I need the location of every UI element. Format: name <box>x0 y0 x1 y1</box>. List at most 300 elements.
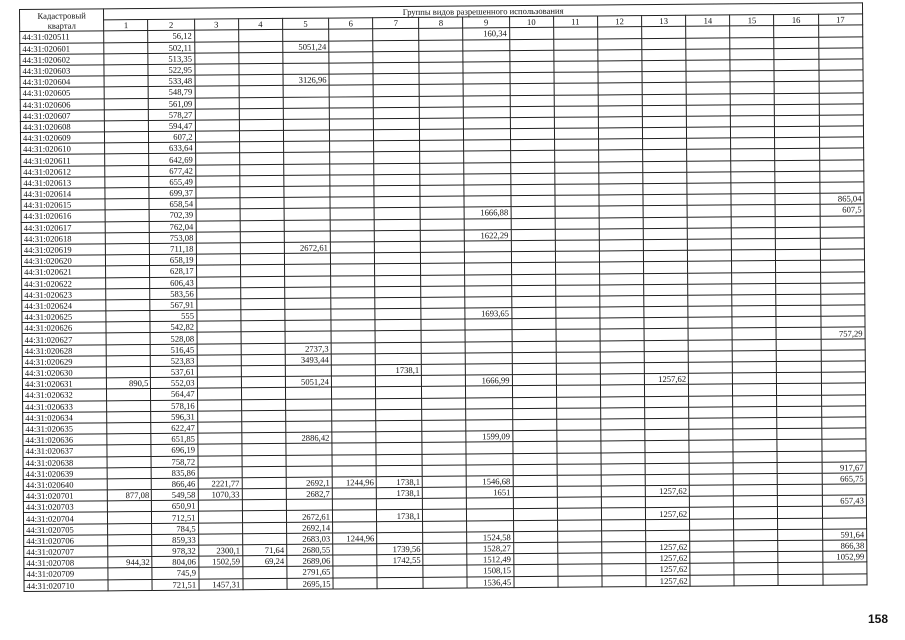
cadastral-quarter-cell: 44:31:020605 <box>20 87 104 99</box>
value-cell-group-6 <box>332 398 376 410</box>
value-cell-group-7: 1738,1 <box>376 476 422 488</box>
value-cell-group-6 <box>333 577 377 589</box>
value-cell-group-16 <box>778 473 822 485</box>
value-cell-group-6 <box>329 85 373 97</box>
value-cell-group-10 <box>511 195 555 207</box>
value-cell-group-17 <box>820 249 864 261</box>
value-cell-group-8 <box>422 398 466 410</box>
value-cell-group-2: 702,39 <box>150 209 196 221</box>
value-cell-group-8 <box>422 442 466 454</box>
value-cell-group-12 <box>602 542 646 554</box>
value-cell-group-8 <box>421 263 465 275</box>
value-cell-group-7 <box>374 230 420 242</box>
value-cell-group-10 <box>509 50 553 62</box>
value-cell-group-16 <box>778 495 822 507</box>
value-cell-group-7 <box>375 264 421 276</box>
value-cell-group-8 <box>421 275 465 287</box>
value-cell-group-4 <box>240 198 284 210</box>
value-cell-group-7 <box>376 465 422 477</box>
value-cell-group-17 <box>821 372 865 384</box>
value-cell-group-4 <box>242 500 286 512</box>
value-cell-group-13 <box>644 262 688 274</box>
value-cell-group-7 <box>377 577 423 589</box>
value-cell-group-10 <box>512 319 556 331</box>
value-cell-group-11 <box>556 374 600 386</box>
value-cell-group-17 <box>819 182 863 194</box>
value-cell-group-5 <box>285 287 331 299</box>
cadastral-quarter-cell: 44:31:020626 <box>22 322 106 334</box>
value-cell-group-10 <box>510 72 554 84</box>
cadastral-quarter-cell: 44:31:020618 <box>21 233 105 245</box>
value-cell-group-5 <box>284 164 330 176</box>
value-cell-group-5: 2689,06 <box>287 555 333 567</box>
value-cell-group-15 <box>733 395 777 407</box>
value-cell-group-1 <box>108 534 152 546</box>
value-cell-group-6 <box>329 130 373 142</box>
value-cell-group-15 <box>731 171 775 183</box>
value-cell-group-12 <box>599 262 643 274</box>
value-cell-group-16 <box>775 104 819 116</box>
cadastral-quarter-cell: 44:31:020638 <box>23 456 107 468</box>
value-cell-group-1 <box>106 322 150 334</box>
value-cell-group-16 <box>774 59 818 71</box>
value-cell-group-13 <box>642 127 686 139</box>
value-cell-group-9 <box>465 330 511 342</box>
cadastral-quarter-cell: 44:31:020634 <box>23 412 107 424</box>
value-cell-group-12 <box>598 27 642 39</box>
value-cell-group-11 <box>554 139 598 151</box>
value-cell-group-5 <box>283 108 329 120</box>
cadastral-quarter-cell: 44:31:020636 <box>23 434 107 446</box>
value-cell-group-13 <box>644 318 688 330</box>
value-cell-group-8 <box>420 118 464 130</box>
value-cell-group-10 <box>512 330 556 342</box>
value-cell-group-7 <box>377 566 423 578</box>
value-cell-group-12 <box>599 228 643 240</box>
value-cell-group-14 <box>686 93 730 105</box>
value-cell-group-5 <box>283 130 329 142</box>
value-cell-group-4 <box>241 354 285 366</box>
value-cell-group-16 <box>776 227 820 239</box>
value-cell-group-10 <box>511 307 555 319</box>
value-cell-group-16 <box>775 82 819 94</box>
value-cell-group-13 <box>643 239 687 251</box>
value-cell-group-5: 5051,24 <box>283 41 329 53</box>
value-cell-group-4 <box>239 108 283 120</box>
value-cell-group-4 <box>239 153 283 165</box>
cadastral-quarter-cell: 44:31:020625 <box>22 311 106 323</box>
value-cell-group-10 <box>513 542 557 554</box>
value-cell-group-5 <box>286 455 332 467</box>
value-cell-group-3 <box>196 232 240 244</box>
cadastral-quarter-cell: 44:31:020612 <box>21 165 105 177</box>
cadastral-quarter-cell: 44:31:020640 <box>23 479 107 491</box>
value-cell-group-4 <box>239 164 283 176</box>
value-cell-group-15 <box>733 429 777 441</box>
column-number-6: 6 <box>329 18 373 30</box>
group-title: Группы видов разрешенного использования <box>104 3 863 20</box>
value-cell-group-2: 711,18 <box>150 243 196 255</box>
value-cell-group-3 <box>197 411 241 423</box>
value-cell-group-16 <box>775 160 819 172</box>
cadastral-header-line2: квартал <box>47 20 76 31</box>
value-cell-group-5: 5051,24 <box>285 376 331 388</box>
value-cell-group-4 <box>240 276 284 288</box>
value-cell-group-14 <box>688 340 732 352</box>
value-cell-group-5 <box>286 421 332 433</box>
value-cell-group-10 <box>511 218 555 230</box>
value-cell-group-16 <box>776 272 820 284</box>
value-cell-group-13: 1257,62 <box>646 541 690 553</box>
value-cell-group-10 <box>513 553 557 565</box>
value-cell-group-3 <box>195 176 239 188</box>
value-cell-group-12 <box>601 452 645 464</box>
value-cell-group-11 <box>554 61 598 73</box>
value-cell-group-12 <box>599 217 643 229</box>
value-cell-group-10 <box>512 341 556 353</box>
value-cell-group-10 <box>512 408 556 420</box>
value-cell-group-4 <box>241 321 285 333</box>
value-cell-group-1: 890,5 <box>107 378 151 390</box>
value-cell-group-6 <box>330 219 374 231</box>
value-cell-group-10 <box>510 140 554 152</box>
value-cell-group-11 <box>556 296 600 308</box>
value-cell-group-9 <box>464 95 510 107</box>
cadastral-quarter-cell: 44:31:020631 <box>22 378 106 390</box>
value-cell-group-9 <box>466 453 512 465</box>
value-cell-group-1 <box>108 579 152 591</box>
value-cell-group-8 <box>423 509 467 521</box>
value-cell-group-16 <box>775 126 819 138</box>
value-cell-group-8 <box>421 230 465 242</box>
value-cell-group-4 <box>239 130 283 142</box>
value-cell-group-9 <box>467 520 513 532</box>
value-cell-group-13 <box>644 362 688 374</box>
value-cell-group-7 <box>376 420 422 432</box>
value-cell-group-12 <box>602 530 646 542</box>
value-cell-group-17 <box>820 227 864 239</box>
value-cell-group-7 <box>375 331 421 343</box>
value-cell-group-9: 1651 <box>467 487 513 499</box>
value-cell-group-15 <box>733 417 777 429</box>
value-cell-group-6 <box>330 141 374 153</box>
value-cell-group-15 <box>734 529 778 541</box>
value-cell-group-6 <box>332 443 376 455</box>
value-cell-group-17 <box>819 59 863 71</box>
value-cell-group-2: 677,42 <box>149 165 195 177</box>
value-cell-group-9: 1622,29 <box>465 229 511 241</box>
value-cell-group-1 <box>108 545 152 557</box>
value-cell-group-12 <box>598 38 642 50</box>
value-cell-group-4: 71,64 <box>242 544 286 556</box>
value-cell-group-2: 564,47 <box>151 388 197 400</box>
value-cell-group-14 <box>687 149 731 161</box>
value-cell-group-1 <box>107 400 151 412</box>
value-cell-group-2: 859,33 <box>152 534 198 546</box>
value-cell-group-8 <box>422 476 466 488</box>
value-cell-group-10 <box>513 509 557 521</box>
value-cell-group-1 <box>105 199 149 211</box>
value-cell-group-14 <box>690 519 734 531</box>
value-cell-group-4 <box>242 511 286 523</box>
value-cell-group-6 <box>332 409 376 421</box>
value-cell-group-16 <box>778 462 822 474</box>
cadastral-quarter-cell: 44:31:020604 <box>20 76 104 88</box>
value-cell-group-11 <box>556 385 600 397</box>
value-cell-group-13 <box>645 385 689 397</box>
value-cell-group-1 <box>106 299 150 311</box>
value-cell-group-3 <box>195 64 239 76</box>
value-cell-group-17 <box>819 92 863 104</box>
value-cell-group-16 <box>777 384 821 396</box>
value-cell-group-1 <box>104 98 148 110</box>
cadastral-quarter-cell: 44:31:020601 <box>20 42 104 54</box>
value-cell-group-10 <box>510 128 554 140</box>
cadastral-quarter-cell: 44:31:020610 <box>21 143 105 155</box>
cadastral-quarter-cell: 44:31:020709 <box>24 568 108 580</box>
value-cell-group-12 <box>600 307 644 319</box>
value-cell-group-6 <box>329 51 373 63</box>
value-cell-group-9: 1599,09 <box>466 431 512 443</box>
value-cell-group-14 <box>688 295 732 307</box>
value-cell-group-17 <box>820 305 864 317</box>
value-cell-group-2: 528,08 <box>150 333 196 345</box>
value-cell-group-9 <box>463 50 509 62</box>
value-cell-group-16 <box>776 305 820 317</box>
value-cell-group-6 <box>329 119 373 131</box>
value-cell-group-4 <box>239 75 283 87</box>
column-number-11: 11 <box>553 16 597 28</box>
value-cell-group-8 <box>421 286 465 298</box>
value-cell-group-8 <box>420 163 464 175</box>
value-cell-group-7 <box>375 275 421 287</box>
value-cell-group-5 <box>283 97 329 109</box>
value-cell-group-11 <box>558 564 602 576</box>
value-cell-group-1 <box>107 467 151 479</box>
value-cell-group-13 <box>642 38 686 50</box>
value-cell-group-8 <box>423 532 467 544</box>
value-cell-group-8 <box>423 498 467 510</box>
value-cell-group-11 <box>555 285 599 297</box>
value-cell-group-13 <box>643 194 687 206</box>
value-cell-group-17 <box>820 283 864 295</box>
value-cell-group-8 <box>423 543 467 555</box>
value-cell-group-17 <box>819 126 863 138</box>
value-cell-group-16 <box>776 261 820 273</box>
value-cell-group-5: 2680,55 <box>287 544 333 556</box>
value-cell-group-5 <box>286 499 332 511</box>
cadastral-quarter-cell: 44:31:020620 <box>21 255 105 267</box>
value-cell-group-14 <box>688 284 732 296</box>
value-cell-group-16 <box>774 48 818 60</box>
value-cell-group-12 <box>598 61 642 73</box>
value-cell-group-7 <box>374 141 420 153</box>
value-cell-group-16 <box>777 440 821 452</box>
column-number-17: 17 <box>818 14 862 26</box>
value-cell-group-1 <box>104 42 148 54</box>
value-cell-group-4 <box>239 63 283 75</box>
value-cell-group-5 <box>283 63 329 75</box>
value-cell-group-3 <box>196 254 240 266</box>
value-cell-group-7: 1738,1 <box>376 487 422 499</box>
value-cell-group-6: 1244,96 <box>333 533 377 545</box>
value-cell-group-9 <box>465 297 511 309</box>
value-cell-group-2: 655,49 <box>149 176 195 188</box>
value-cell-group-12 <box>600 363 644 375</box>
value-cell-group-14 <box>687 116 731 128</box>
value-cell-group-9 <box>464 185 510 197</box>
value-cell-group-3 <box>196 310 240 322</box>
value-cell-group-11 <box>557 542 601 554</box>
value-cell-group-15 <box>730 48 774 60</box>
value-cell-group-7 <box>374 129 420 141</box>
value-cell-group-2: 533,48 <box>148 75 194 87</box>
value-cell-group-1 <box>107 389 151 401</box>
value-cell-group-3 <box>195 142 239 154</box>
value-cell-group-3 <box>195 187 239 199</box>
value-cell-group-5 <box>284 186 330 198</box>
value-cell-group-14 <box>690 563 734 575</box>
value-cell-group-13 <box>645 463 689 475</box>
value-cell-group-7 <box>376 454 422 466</box>
value-cell-group-13 <box>644 273 688 285</box>
value-cell-group-5 <box>283 141 329 153</box>
value-cell-group-15 <box>732 283 776 295</box>
value-cell-group-4 <box>240 231 284 243</box>
cadastral-quarter-cell: 44:31:020615 <box>21 199 105 211</box>
value-cell-group-11 <box>554 83 598 95</box>
value-cell-group-9: 1666,88 <box>465 207 511 219</box>
value-cell-group-7: 1738,1 <box>377 510 423 522</box>
value-cell-group-11 <box>557 475 601 487</box>
value-cell-group-10 <box>513 453 557 465</box>
value-cell-group-15 <box>732 294 776 306</box>
value-cell-group-14 <box>686 49 730 61</box>
value-cell-group-6 <box>329 40 373 52</box>
value-cell-group-14 <box>689 373 733 385</box>
value-cell-group-5 <box>283 119 329 131</box>
value-cell-group-15 <box>730 37 774 49</box>
value-cell-group-12 <box>598 128 642 140</box>
column-number-7: 7 <box>373 18 419 30</box>
page-number: 158 <box>867 612 888 626</box>
value-cell-group-11 <box>558 576 602 588</box>
value-cell-group-13 <box>644 295 688 307</box>
value-cell-group-16 <box>778 484 822 496</box>
value-cell-group-5: 2695,15 <box>287 578 333 590</box>
value-cell-group-15 <box>733 440 777 452</box>
value-cell-group-6 <box>331 298 375 310</box>
value-cell-group-4 <box>239 52 283 64</box>
value-cell-group-17 <box>819 81 863 93</box>
value-cell-group-14 <box>687 138 731 150</box>
value-cell-group-6: 1244,96 <box>332 477 376 489</box>
value-cell-group-17: 657,43 <box>822 495 866 507</box>
value-cell-group-10 <box>512 397 556 409</box>
value-cell-group-3 <box>198 522 242 534</box>
column-number-12: 12 <box>597 16 641 28</box>
value-cell-group-16 <box>778 507 822 519</box>
value-cell-group-13 <box>643 139 687 151</box>
value-cell-group-16 <box>777 339 821 351</box>
value-cell-group-12 <box>601 441 645 453</box>
value-cell-group-14 <box>688 328 732 340</box>
value-cell-group-1 <box>106 255 150 267</box>
value-cell-group-1 <box>106 288 150 300</box>
value-cell-group-8 <box>422 465 466 477</box>
value-cell-group-9 <box>465 241 511 253</box>
value-cell-group-8 <box>423 565 467 577</box>
value-cell-group-1 <box>105 154 149 166</box>
value-cell-group-7 <box>375 353 421 365</box>
value-cell-group-13 <box>646 530 690 542</box>
value-cell-group-3 <box>198 444 242 456</box>
value-cell-group-13 <box>642 71 686 83</box>
value-cell-group-13: 1257,62 <box>646 564 690 576</box>
value-cell-group-16 <box>777 361 821 373</box>
value-cell-group-8 <box>422 386 466 398</box>
value-cell-group-7: 1739,56 <box>377 543 423 555</box>
value-cell-group-4 <box>242 455 286 467</box>
value-cell-group-5 <box>284 264 330 276</box>
value-cell-group-16 <box>775 193 819 205</box>
value-cell-group-14 <box>687 194 731 206</box>
value-cell-group-11 <box>558 553 602 565</box>
value-cell-group-10 <box>510 173 554 185</box>
value-cell-group-15 <box>732 272 776 284</box>
value-cell-group-12 <box>601 430 645 442</box>
value-cell-group-6 <box>332 454 376 466</box>
value-cell-group-7 <box>376 387 422 399</box>
cadastral-quarter-cell: 44:31:020619 <box>21 244 105 256</box>
value-cell-group-17 <box>818 48 862 60</box>
value-cell-group-12 <box>601 497 645 509</box>
value-cell-group-13 <box>643 161 687 173</box>
value-cell-group-17 <box>822 450 866 462</box>
value-cell-group-3 <box>197 355 241 367</box>
value-cell-group-1 <box>105 132 149 144</box>
value-cell-group-14 <box>687 127 731 139</box>
value-cell-group-14 <box>688 261 732 273</box>
value-cell-group-8 <box>422 375 466 387</box>
value-cell-group-16 <box>775 93 819 105</box>
value-cell-group-3: 1457,31 <box>199 578 243 590</box>
value-cell-group-16 <box>776 205 820 217</box>
value-cell-group-2: 513,35 <box>148 53 194 65</box>
cadastral-quarter-cell: 44:31:020511 <box>20 31 104 43</box>
value-cell-group-9 <box>466 442 512 454</box>
value-cell-group-9 <box>465 252 511 264</box>
value-cell-group-11 <box>557 508 601 520</box>
value-cell-group-8 <box>419 28 463 40</box>
value-cell-group-12 <box>601 519 645 531</box>
value-cell-group-2: 762,04 <box>150 221 196 233</box>
value-cell-group-3 <box>197 366 241 378</box>
value-cell-group-15 <box>730 82 774 94</box>
value-cell-group-1: 877,08 <box>108 490 152 502</box>
column-number-8: 8 <box>419 17 463 29</box>
value-cell-group-8 <box>421 252 465 264</box>
value-cell-group-13 <box>643 206 687 218</box>
value-cell-group-2: 745,9 <box>152 567 198 579</box>
value-cell-group-12 <box>599 251 643 263</box>
value-cell-group-11 <box>556 329 600 341</box>
value-cell-group-14 <box>689 418 733 430</box>
value-cell-group-6 <box>331 320 375 332</box>
value-cell-group-3: 2221,77 <box>198 478 242 490</box>
value-cell-group-6 <box>330 163 374 175</box>
value-cell-group-16 <box>778 529 822 541</box>
